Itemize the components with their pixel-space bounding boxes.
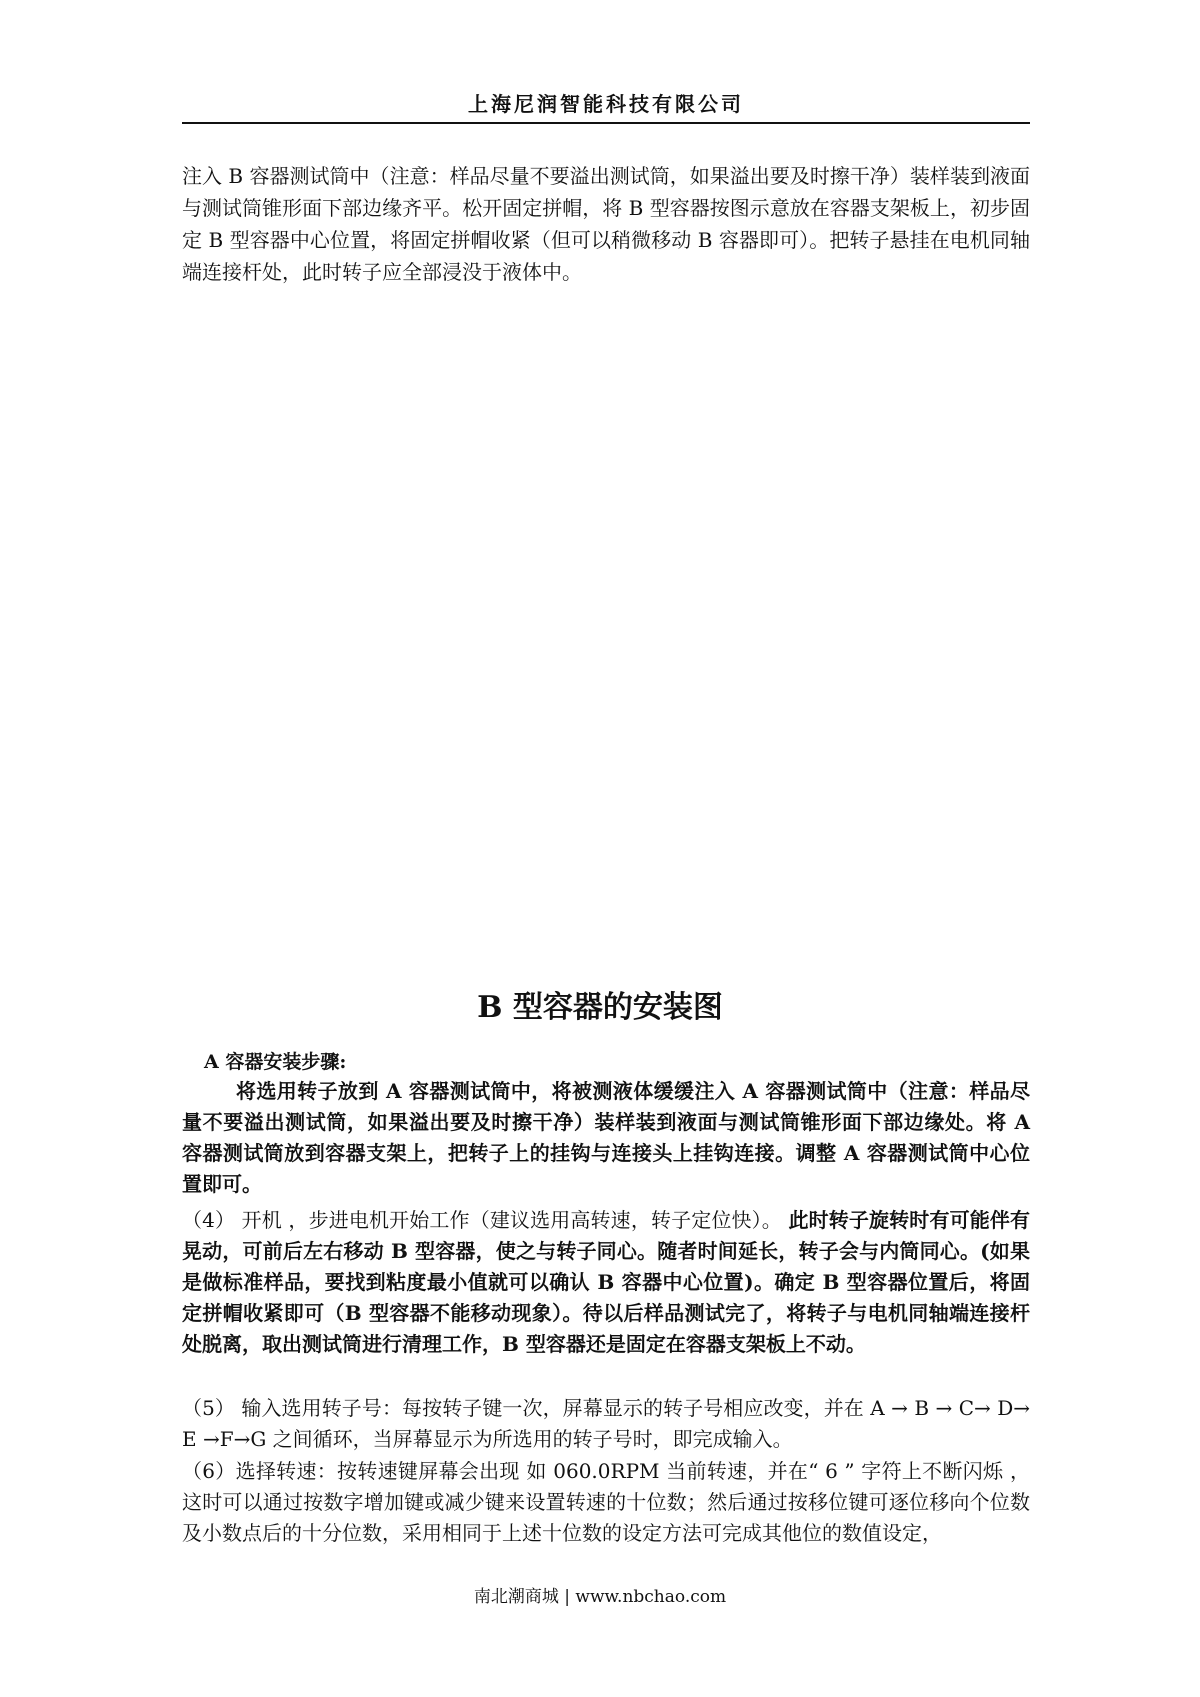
step-4-paragraph (182, 1205, 1030, 1360)
step-4-bold-text: 此时转子旋转时有可能伴有晃动，可前后左右移动 B 型容器，使之与转子同心。随者时间延长，转子会与内筒同心。(如果是做标准样品，要找到粘度最小值就可以确认 B 容器中心位置)。确定 B 型容器位置后，将固定拼帽收紧即可（B 型容器不能移动现象）。待以后样品测试完了，将转子与电机同轴端连接杆处脱离，取出测试筒进行清理工作，B 型容器还是固定在容器支架板上不动。 (182, 1208, 1031, 1356)
step-6-paragraph: （6）选择转速：按转速键屏幕会出现 如 060.0RPM 当前转速，并在“ 6 ” 字符上不断闪烁 ，这时可以通过按数字增加键或减少键来设置转速的十位数；然后通过按移位键可逐位移向个位数及小数点后的十分位数，采用相同于上述十位数的设定方法可完成其他位的数值设定， (182, 1459, 1030, 1545)
page-footer: 南北潮商城 | www.nbchao.com (473, 1587, 727, 1607)
figure-title: B 型容器的安装图 (477, 990, 723, 1025)
step-5-paragraph: （5） 输入选用转子号：每按转子键一次，屏幕显示的转子号相应改变，并在 A → B → C→ D→ E →F→G 之间循环，当屏幕显示为所选用的转子号时，即完成输入。 (182, 1396, 1030, 1451)
figure-placeholder (182, 300, 1030, 980)
company-name: 上海尼润智能科技有限公司 (468, 92, 744, 116)
step-4-normal-text: （4） 开机 ，步进电机开始工作（建议选用高转速，转子定位快）。 (182, 1208, 789, 1232)
page-header (182, 86, 1030, 124)
intro-paragraph: 注入 B 容器测试筒中（注意：样品尽量不要溢出测试筒，如果溢出要及时擦干净）装样装到液面与测试筒锥形面下部边缘齐平。松开固定拼帽，将 B 型容器按图示意放在容器支架板上，初步固定 B 型容器中心位置，将固定拼帽收紧（但可以稍微移动 B 容器即可）。把转子悬挂在电机同轴端连接杆处，此时转子应全部浸没于液体中。 (182, 164, 1030, 284)
section-a-heading: A 容器安装步骤: (204, 1051, 347, 1073)
section-a-body: 将选用转子放到 A 容器测试筒中，将被测液体缓缓注入 A 容器测试筒中（注意：样品尽量不要溢出测试筒，如果溢出要及时擦干净）装样装到液面与测试筒锥形面下部边缘处。将 A 容器测试筒放到容器支架上，把转子上的挂钩与连接头上挂钩连接。调整 A 容器测试筒中心位置即可。 (182, 1079, 1030, 1196)
